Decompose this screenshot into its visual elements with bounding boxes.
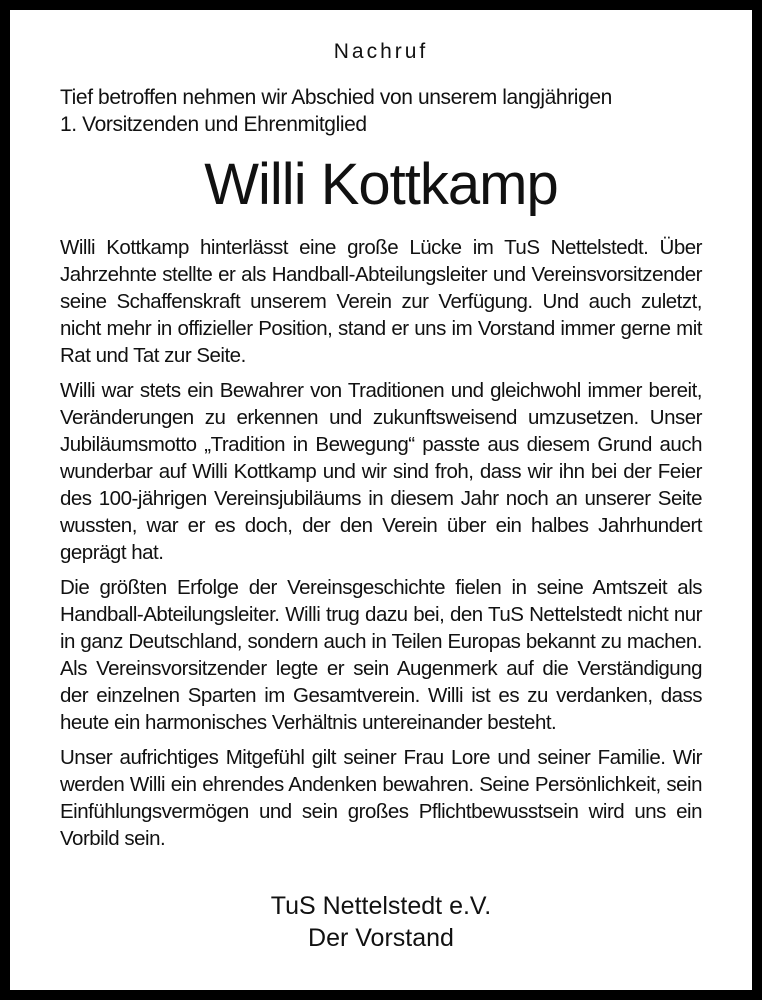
intro-text <box>60 84 702 138</box>
signature-organization: TuS Nettelstedt e.V. <box>270 892 492 920</box>
intro-line-1: Tief betroffen nehmen wir Abschied von unserem langjährigen <box>60 86 612 109</box>
obituary-notice <box>10 10 752 990</box>
paragraph-2: Willi war stets ein Bewahrer von Traditionen und gleichwohl immer bereit, Veränderungen zu erkennen und zukunftsweisend umzusetzen. Unser Jubiläumsmotto „Tradition in Bewegung“ passte aus diesem Grund auch wunderbar auf Willi Kottkamp und wir sind froh, dass wir ihn bei der Feier des 100-jährigen Vereinsjubiläums in diesem Jahr noch an unserer Seite wussten, war er es doch, der den Verein über ein halbes Jahrhundert geprägt hat. <box>60 379 702 564</box>
deceased-name: Willi Kottkamp <box>204 152 558 217</box>
intro-line-2: 1. Vorsitzenden und Ehrenmitglied <box>60 113 367 136</box>
paragraph-1: Willi Kottkamp hinterlässt eine große Lücke im TuS Nettelstedt. Über Jahrzehnte stellte er als Handball-Abteilungsleiter und Vereinsvorsitzender seine Schaffenskraft unserem Verein zur Verfügung. Und auch zuletzt, nicht mehr in offizieller Position, stand er uns im Vorstand immer gerne mit Rat und Tat zur Seite. <box>60 236 702 367</box>
signature-board: Der Vorstand <box>308 924 454 952</box>
signature <box>10 890 752 954</box>
paragraph-4: Unser aufrichtiges Mitgefühl gilt seiner Frau Lore und seiner Familie. Wir werden Willi ein ehrendes Andenken bewahren. Seine Persönlichkeit, sein Einfühlungsvermögen und sein großes Pflichtbewusstsein wird uns ein Vorbild sein. <box>60 746 702 850</box>
notice-body <box>60 234 702 860</box>
notice-heading: Nachruf <box>333 40 429 63</box>
paragraph-3: Die größten Erfolge der Vereinsgeschichte fielen in seine Amtszeit als Handball-Abteilungsleiter. Willi trug dazu bei, den TuS Nettelstedt nicht nur in ganz Deutschland, sondern auch in Teilen Europas bekannt zu machen. Als Vereinsvorsitzender legte er sein Augenmerk auf die Verständigung der einzelnen Sparten im Gesamtverein. Willi ist es zu verdanken, dass heute ein harmonisches Verhältnis untereinander besteht. <box>60 576 702 734</box>
